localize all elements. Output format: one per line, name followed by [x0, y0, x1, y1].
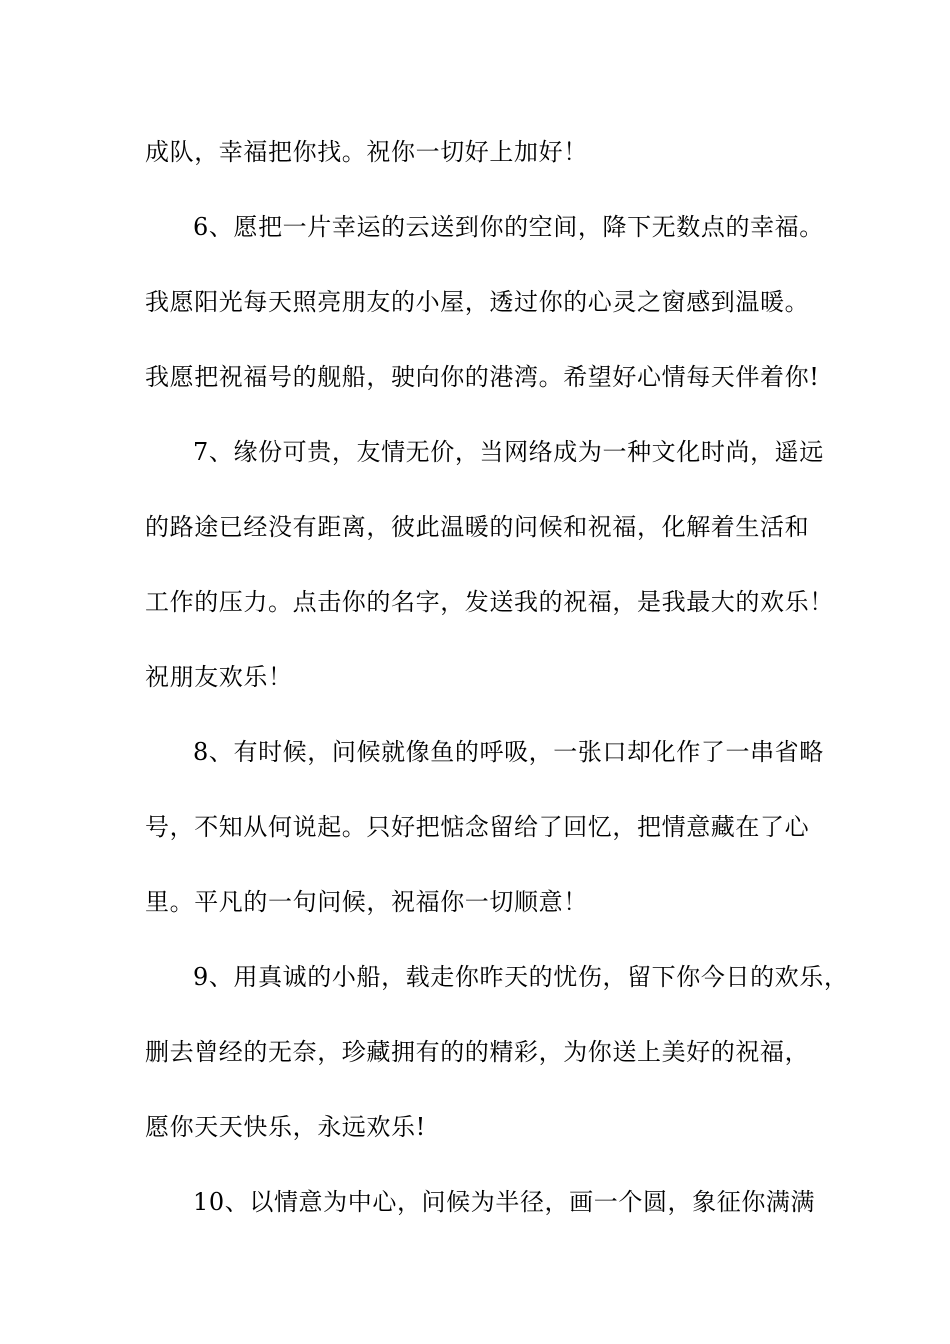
text-line: 我愿把祝福号的舰船，驶向你的港湾。希望好心情每天伴着你!: [145, 363, 820, 391]
paragraph-9-start: 9、用真诚的小船，载走你昨天的忧伤，留下你今日的欢乐，: [193, 963, 849, 991]
text-line: 我愿阳光每天照亮朋友的小屋，透过你的心灵之窗感到温暖。: [145, 288, 810, 316]
text-line: 成队，幸福把你找。祝你一切好上加好！: [145, 138, 588, 166]
text-line: 删去曾经的无奈，珍藏拥有的的精彩，为你送上美好的祝福，: [145, 1038, 810, 1066]
paragraph-10-start: 10、以情意为中心，问候为半径，画一个圆，象征你满满: [193, 1188, 816, 1216]
text-line: 愿你天天快乐，永远欢乐!: [145, 1113, 426, 1141]
paragraph-7-start: 7、缘份可贵，友情无价，当网络成为一种文化时尚，遥远: [193, 438, 824, 466]
text-line: 祝朋友欢乐！: [145, 663, 293, 691]
text-line: 号，不知从何说起。只好把惦念留给了回忆，把情意藏在了心: [145, 813, 810, 841]
paragraph-6-start: 6、愿把一片幸运的云送到你的空间，降下无数点的幸福。: [193, 213, 824, 241]
text-line: 的路途已经没有距离，彼此温暖的问候和祝福，化解着生活和: [145, 513, 810, 541]
text-line: 工作的压力。点击你的名字，发送我的祝福，是我最大的欢乐！: [145, 588, 834, 616]
paragraph-8-start: 8、有时候，问候就像鱼的呼吸，一张口却化作了一串省略: [193, 738, 824, 766]
text-line: 里。平凡的一句问候，祝福你一切顺意！: [145, 888, 588, 916]
